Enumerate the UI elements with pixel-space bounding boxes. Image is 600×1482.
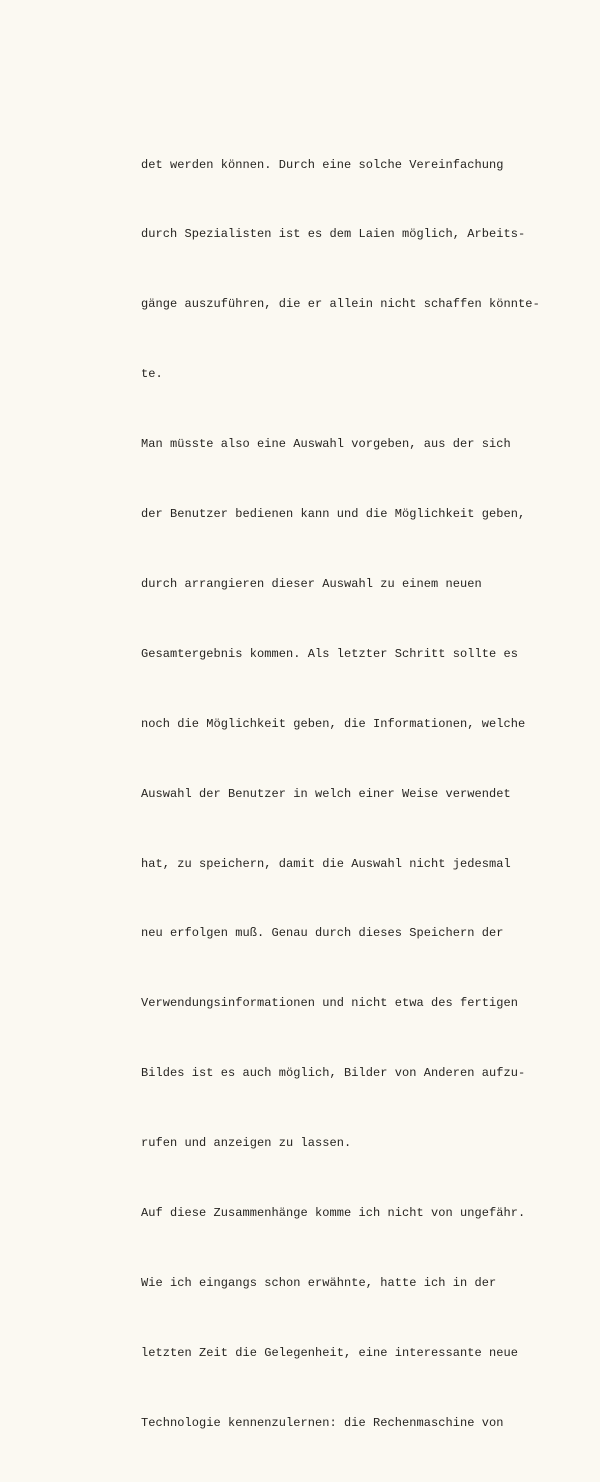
text-line: Gesamtergebnis kommen. Als letzter Schritt sollte es — [141, 646, 519, 661]
body-text — [141, 107, 591, 1482]
text-line: letzten Zeit die Gelegenheit, eine interessante neue — [141, 1345, 519, 1360]
text-line: Verwendungsinformationen und nicht etwa des fertigen — [141, 996, 519, 1011]
text-line: durch Spezialisten ist es dem Laien möglich, Arbeits- — [141, 227, 526, 242]
text-line: Auf diese Zusammenhänge komme ich nicht von ungefähr. — [141, 1205, 526, 1220]
text-line: gänge auszuführen, die er allein nicht schaffen könnte- — [141, 297, 540, 312]
text-line: der Benutzer bedienen kann und die Möglichkeit geben, — [141, 507, 526, 522]
text-line: Bildes ist es auch möglich, Bilder von Anderen aufzu- — [141, 1066, 526, 1081]
text-line: Wie ich eingangs schon erwähnte, hatte ich in der — [141, 1275, 497, 1290]
text-line: Auswahl der Benutzer in welch einer Weise verwendet — [141, 786, 511, 801]
text-line: det werden können. Durch eine solche Vereinfachung — [141, 157, 504, 172]
text-line: noch die Möglichkeit geben, die Informationen, welche — [141, 716, 526, 731]
text-line: rufen und anzeigen zu lassen. — [141, 1136, 352, 1151]
text-line: durch arrangieren dieser Auswahl zu einem neuen — [141, 576, 482, 591]
text-line: hat, zu speichern, damit die Auswahl nicht jedesmal — [141, 856, 511, 871]
text-line: neu erfolgen muß. Genau durch dieses Speichern der — [141, 926, 504, 941]
text-line: Man müsste also eine Auswahl vorgeben, aus der sich — [141, 437, 511, 452]
text-line: te. — [141, 367, 163, 382]
text-line: Technologie kennenzulernen: die Rechenmaschine von — [141, 1415, 504, 1430]
